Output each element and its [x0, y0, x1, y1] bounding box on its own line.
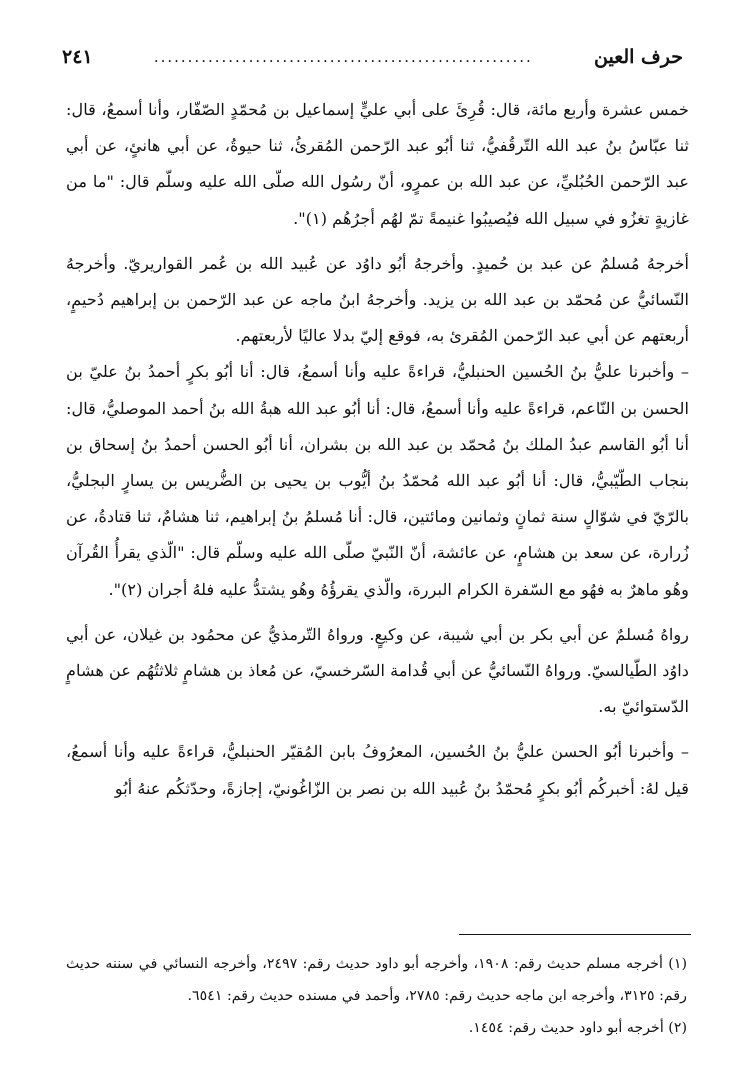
- footnote-2: (٢) أخرجه أبو داود حديث رقم: ١٤٥٤.: [468, 1020, 687, 1036]
- paragraph-hadith-3: – وأخبرنا أبُو الحسن عليُّ بنُ الحُسين، المعرُوفُ بابن المُقيّر الحنبليُّ، قراءةً عليه وأنا أسمعُ، قيل لهُ: أخبركُم أبُو بكرٍ مُحمّدُ بنُ عُبيد الله بن نصر بن الزّاغُونيّ، إجازةً، وحدّثكُم عنهُ أبُو: [66, 742, 689, 798]
- chapter-title: حرف العين: [594, 46, 683, 68]
- main-text: [66, 92, 689, 807]
- footnotes: [66, 948, 687, 1044]
- paragraph-hadith-2: – وأخبرنا عليُّ بنُ الحُسين الحنبليُّ، قراءةً عليه وأنا أسمعُ، قال: أنا أبُو بكرٍ أحمدُ بنُ عليّ بن الحسن بن النّاعم، قراءةً عليه وأنا أسمعُ، قال: أنا أبُو عبد الله هبةُ الله بنُ أحمد الموصليُّ، قال: أنا أبُو القاسم عبدُ الملك بنُ مُحمّد بن عبد الله بن بشران، أنا أبُو الحسن أحمدُ بنُ إسحاق بن بنجاب الطّيّبيُّ، قال: أنا أبُو عبد الله مُحمّدُ بنُ أيُّوب بن يحيى بن الضُّريس بن يسارٍ البجليُّ، بالرّيّ في شوّالٍ سنة ثمانٍ وثمانين ومائتين، قال: أنا مُسلمُ بنُ إبراهيم، ثنا هشامٌ، ثنا قتادةُ، عن زُرارة، عن سعد بن هشامٍ، عن عائشة، أنّ النّبيّ صلّى الله عليه وسلّم قال: "الّذي يقرأُ القُرآن وهُو ماهرٌ به فهُو مع السّفرة الكرام البررة، والّذي يقرؤُهُ وهُو يشتدُّ عليه فلهُ أجران (٢)".: [66, 362, 689, 599]
- leader-dots: ........................................................: [153, 48, 533, 66]
- paragraph-takhrij-1: أخرجهُ مُسلمٌ عن عبد بن حُميدٍ. وأخرجهُ أبُو داوُد عن عُبيد الله بن عُمر القواريريّ. وأخرجهُ النّسائيُّ عن مُحمّد بن عبد الله بن يزيد. وأخرجهُ ابنُ ماجه عن عبد الرّحمن بن إبراهيم دُحيمٍ، أربعتهم عن أبي عبد الرّحمن المُقرئ به، فوقع إليّ بدلا عاليًا لأربعتهم.: [66, 253, 689, 346]
- paragraph-takhrij-2: رواهُ مُسلمٌ عن أبي بكر بن أبي شيبة، عن وكيعٍ. ورواهُ التّرمذيُّ عن محمُود بن غيلان، عن أبي داوُد الطّيالسيّ. ورواهُ النّسائيُّ عن أبي قُدامة السّرخسيّ، عن مُعاذ بن هشامٍ ثلاثتُهُم عن هشامٍ الدّستوائيّ به.: [65, 624, 689, 717]
- footnote-1: (١) أخرجه مسلم حديث رقم: ١٩٠٨، وأخرجه أبو داود حديث رقم: ٢٤٩٧، وأخرجه النسائي في سننه حديث رقم: ٣١٢٥، وأخرجه ابن ماجه حديث رقم: ٢٧٨٥، وأحمد في مسنده حديث رقم: ٦٥٤١.: [66, 956, 687, 1004]
- footnote-separator: [459, 934, 691, 935]
- running-header: [62, 44, 683, 70]
- paragraph-hadith-1: خمس عشرة وأربع مائة، قال: قُرِئَ على أبي عليٍّ إسماعيل بن مُحمّدٍ الصّفّار، وأنا أسمعُ، قال: ثنا عبّاسُ بنُ عبد الله التّرقُفيُّ، ثنا أبُو عبد الرّحمن المُقرئُ، ثنا حيوةُ، عن أبي هانئٍ، عن أبي عبد الرّحمن الحُبُليِّ، عن عبد الله بن عمرٍو، أنّ رسُول الله صلّى الله عليه وسلّم قال: "ما من غازيةٍ تغزُو في سبيل الله فيُصيبُوا غنيمةً تمّ لهُم أجرُهُم (١)".: [66, 100, 689, 228]
- page-number: ٢٤١: [62, 46, 93, 68]
